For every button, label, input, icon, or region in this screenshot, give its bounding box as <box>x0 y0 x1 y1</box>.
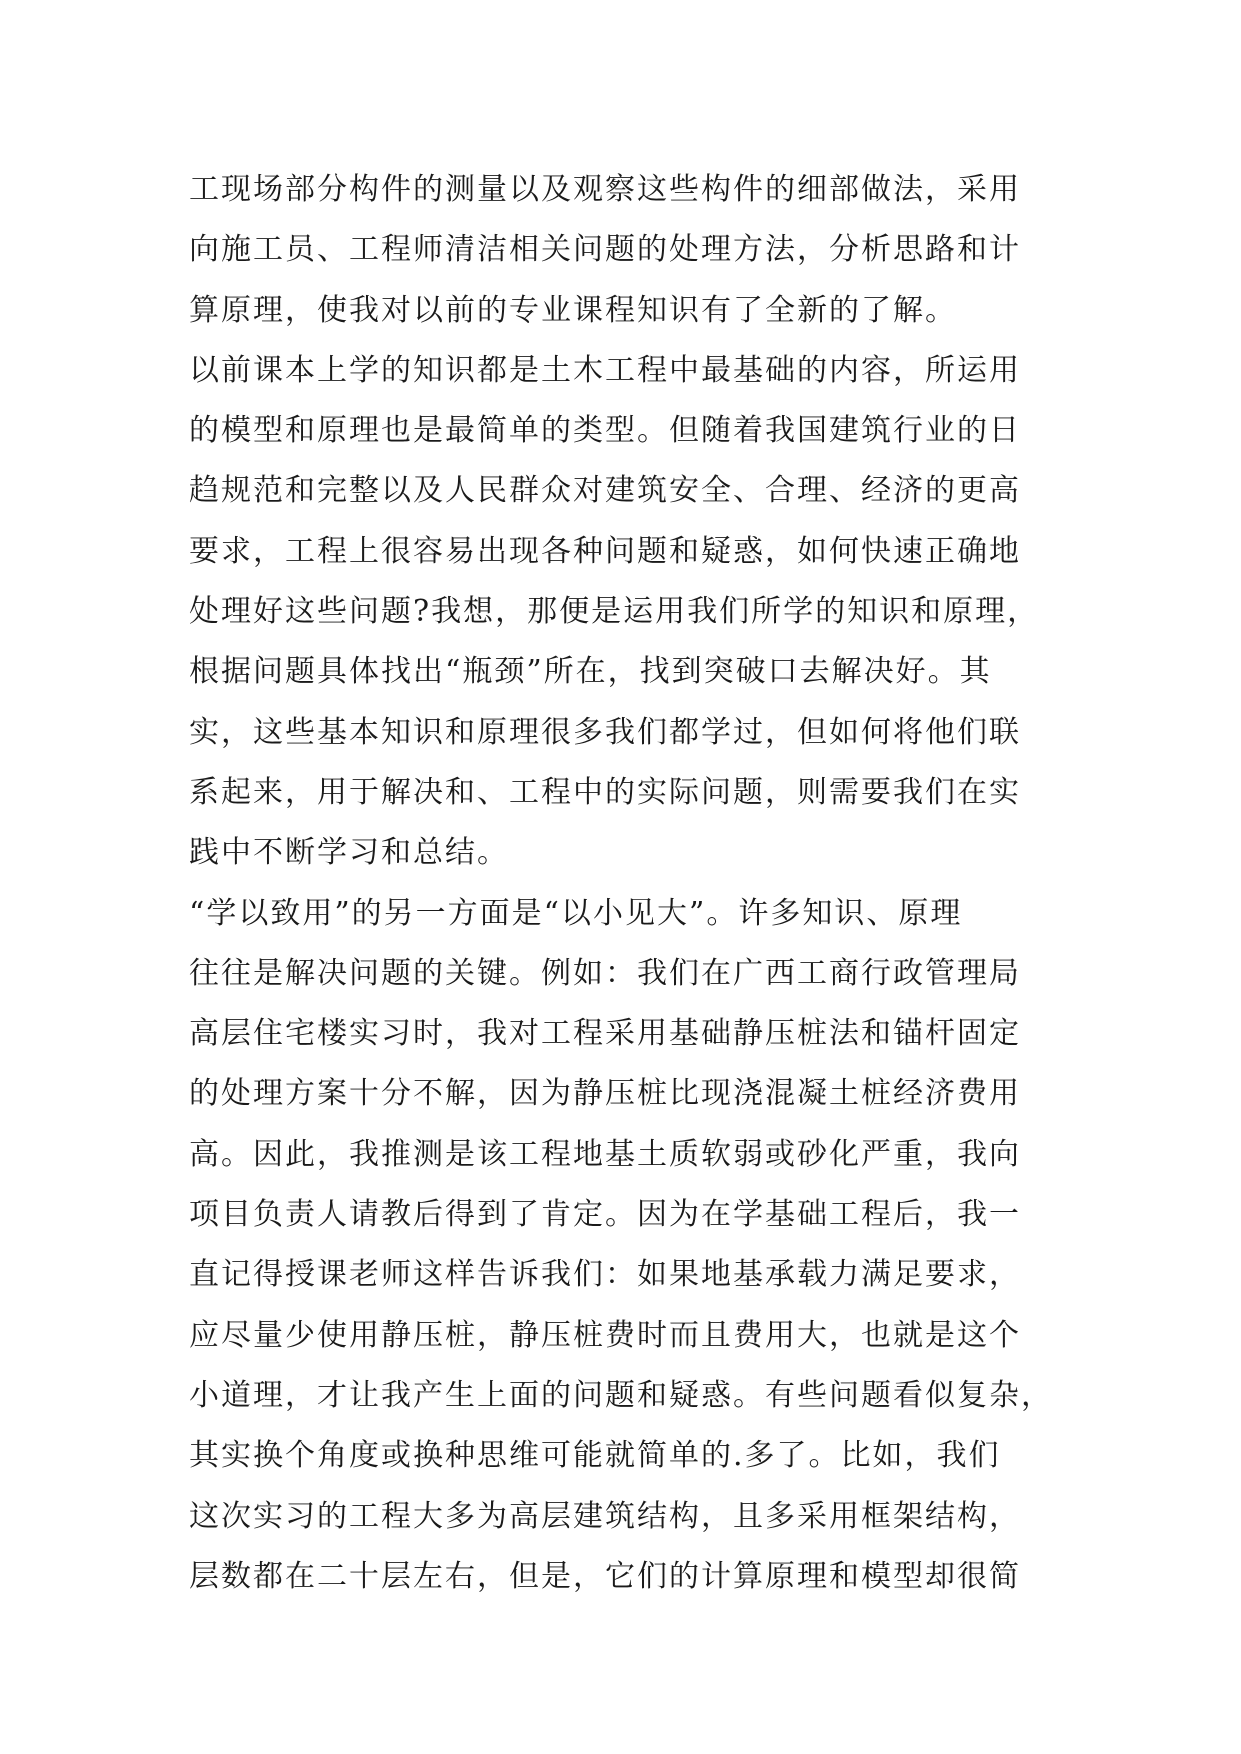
text-line: 往往是解决问题的关键。例如：我们在广西工商行政管理局 <box>189 955 1021 991</box>
text-line: 以前课本上学的知识都是土木工程中最基础的内容，所运用 <box>189 352 1021 388</box>
text-line: 工现场部分构件的测量以及观察这些构件的细部做法，采用 <box>189 172 1021 207</box>
text-line: 实，这些基本知识和原理很多我们都学过，但如何将他们联 <box>189 714 1021 750</box>
text-line: 高层住宅楼实习时，我对工程采用基础静压桩法和锚杆固定 <box>189 1016 1021 1052</box>
text-line: 算原理，使我对以前的专业课程知识有了全新的了解。 <box>189 292 957 328</box>
text-line: 其实换个角度或换种思维可能就简单的.多了。比如，我们 <box>189 1438 1001 1474</box>
text-line: 项目负责人请教后得到了肯定。因为在学基础工程后，我一 <box>189 1197 1021 1233</box>
text-line: 小道理，才让我产生上面的问题和疑惑。有些问题看似复杂， <box>189 1377 1053 1413</box>
body-text <box>189 160 1059 1607</box>
text-line: 根据问题具体找出“瓶颈”所在，找到突破口去解决好。其 <box>189 654 992 690</box>
text-line: 直记得授课老师这样告诉我们：如果地基承载力满足要求， <box>189 1257 1021 1293</box>
text-line: 践中不断学习和总结。 <box>189 835 509 871</box>
text-line: “学以致用”的另一方面是“以小见大”。许多知识、原理 <box>189 895 963 931</box>
text-line: 的处理方案十分不解，因为静压桩比现浇混凝土桩经济费用 <box>189 1076 1021 1112</box>
text-line: 的模型和原理也是最简单的类型。但随着我国建筑行业的日 <box>189 413 1021 449</box>
text-line: 处理好这些问题?我想，那便是运用我们所学的知识和原理， <box>189 594 1040 630</box>
text-line: 向施工员、工程师清洁相关问题的处理方法，分析思路和计 <box>189 232 1021 268</box>
text-line: 这次实习的工程大多为高层建筑结构，且多采用框架结构， <box>189 1498 1021 1534</box>
text-line: 趋规范和完整以及人民群众对建筑安全、合理、经济的更高 <box>189 473 1021 509</box>
text-line: 系起来，用于解决和、工程中的实际问题，则需要我们在实 <box>189 774 1021 810</box>
text-line: 层数都在二十层左右，但是，它们的计算原理和模型却很简 <box>189 1558 1021 1594</box>
text-line: 要求，工程上很容易出现各种问题和疑惑，如何快速正确地 <box>189 533 1021 569</box>
text-line: 应尽量少使用静压桩，静压桩费时而且费用大，也就是这个 <box>189 1317 1021 1353</box>
text-line: 高。因此，我推测是该工程地基土质软弱或砂化严重，我向 <box>189 1136 1021 1172</box>
